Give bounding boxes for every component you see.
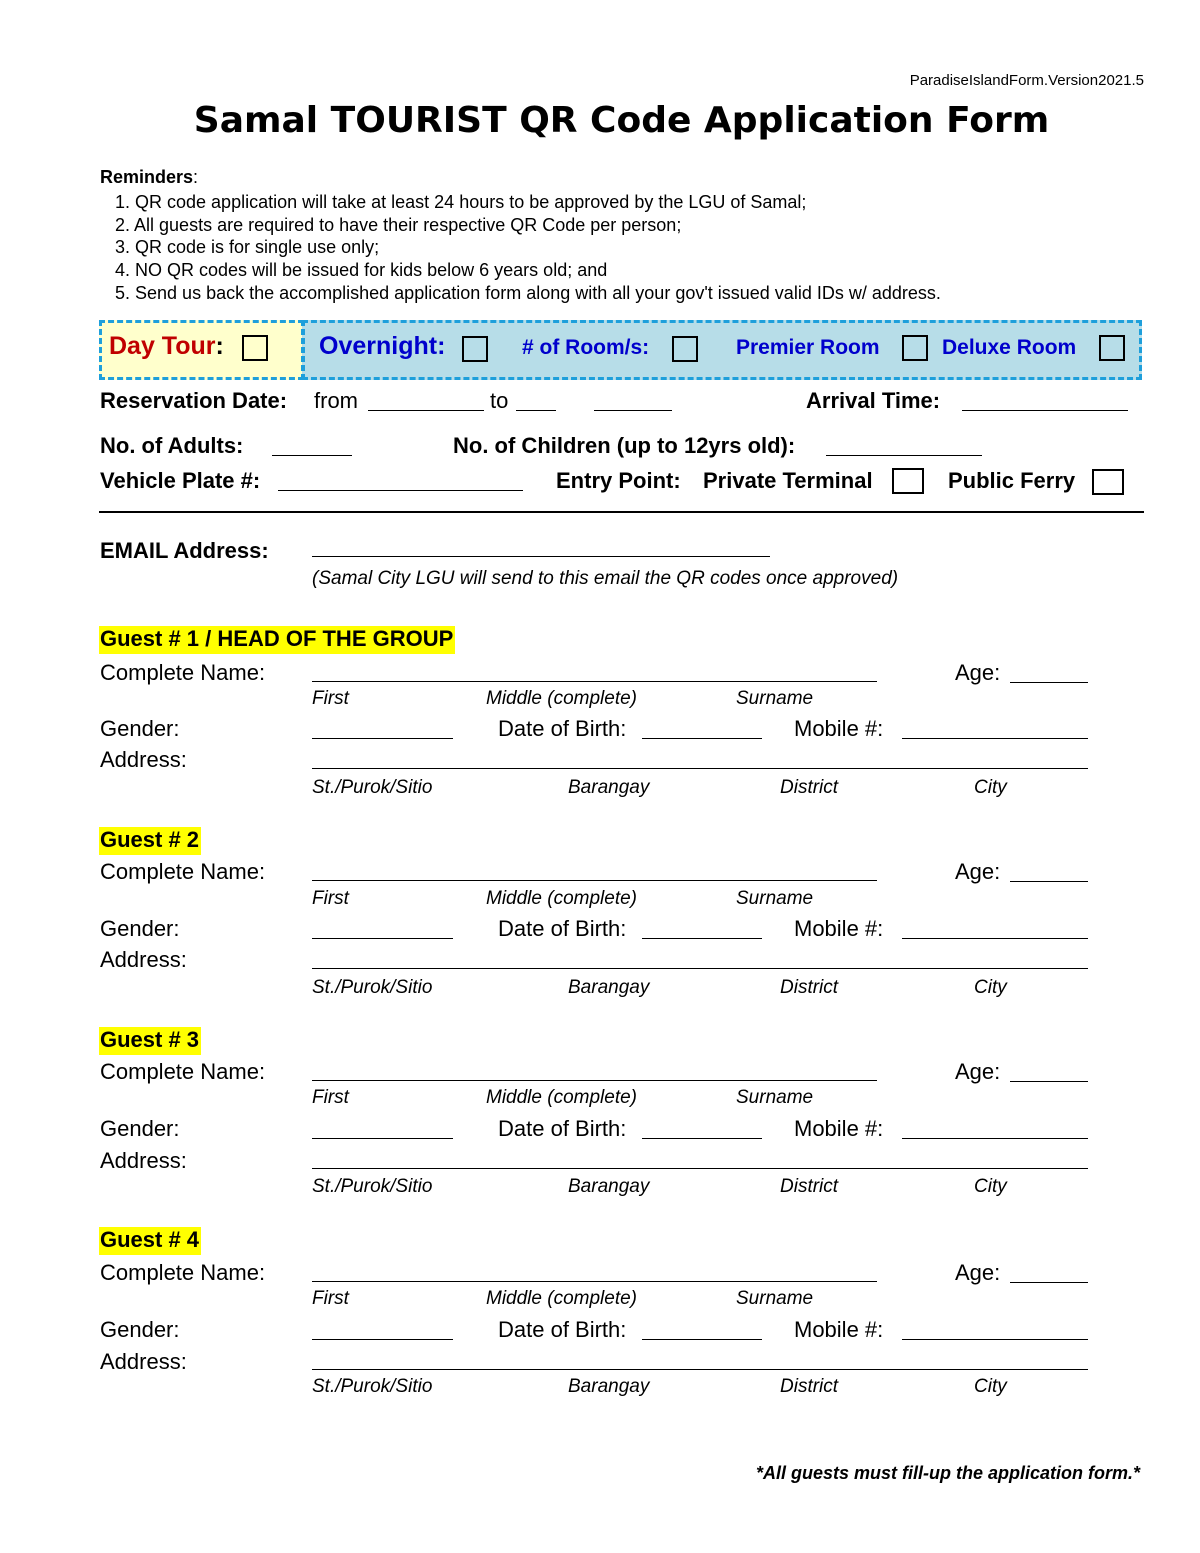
gender-label: Gender: bbox=[100, 716, 180, 741]
surname-caption: Surname bbox=[736, 1087, 814, 1108]
reminder-item: 1. QR code application will take at least 24 hours to be approved by the LGU of Samal; bbox=[115, 192, 807, 212]
middle-caption: Middle (complete) bbox=[486, 888, 637, 909]
city-caption: City bbox=[974, 977, 1007, 998]
overnight-label: Overnight: bbox=[319, 332, 446, 360]
deluxe-room-checkbox[interactable] bbox=[1099, 335, 1125, 361]
reminders-title: Reminders bbox=[100, 167, 194, 187]
middle-caption: Middle (complete) bbox=[486, 688, 637, 709]
children-field[interactable] bbox=[826, 455, 982, 456]
dob-label: Date of Birth: bbox=[498, 1116, 627, 1141]
reminder-item: 3. QR code is for single use only; bbox=[115, 237, 380, 257]
barangay-caption: Barangay bbox=[568, 977, 650, 998]
version-label: ParadiseIslandForm.Version2021.5 bbox=[909, 72, 1144, 89]
guest-heading: Guest # 3 bbox=[99, 1027, 201, 1055]
gender-field[interactable] bbox=[312, 738, 453, 739]
first-caption: First bbox=[312, 1288, 349, 1309]
email-field[interactable] bbox=[312, 556, 770, 557]
surname-caption: Surname bbox=[736, 688, 814, 709]
reminder-item: 4. NO QR codes will be issued for kids below 6 years old; and bbox=[115, 260, 608, 280]
entry-point-label: Entry Point: bbox=[556, 468, 681, 493]
address-field[interactable] bbox=[312, 968, 1088, 969]
complete-name-label: Complete Name: bbox=[100, 660, 266, 685]
age-field[interactable] bbox=[1010, 1282, 1088, 1283]
gender-label: Gender: bbox=[100, 916, 180, 941]
complete-name-label: Complete Name: bbox=[100, 859, 266, 884]
surname-caption: Surname bbox=[736, 888, 814, 909]
street-caption: St./Purok/Sitio bbox=[312, 1376, 433, 1397]
rooms-label: # of Room/s: bbox=[522, 336, 650, 359]
vehicle-plate-field[interactable] bbox=[278, 490, 523, 491]
first-caption: First bbox=[312, 888, 349, 909]
address-field[interactable] bbox=[312, 1168, 1088, 1169]
dob-field[interactable] bbox=[642, 1339, 762, 1340]
adults-label: No. of Adults: bbox=[100, 433, 244, 458]
day-tour-checkbox[interactable] bbox=[242, 335, 268, 361]
complete-name-field[interactable] bbox=[312, 1281, 877, 1282]
from-label: from bbox=[314, 388, 358, 413]
reminder-text: Send us back the accomplished application form along with all your gov't issued valid IDs w/ address. bbox=[135, 283, 941, 303]
arrival-time-field[interactable] bbox=[962, 410, 1128, 411]
complete-name-field[interactable] bbox=[312, 681, 877, 682]
reminder-text: QR code application will take at least 24 hours to be approved by the LGU of Samal; bbox=[135, 192, 807, 212]
public-ferry-label: Public Ferry bbox=[948, 468, 1076, 493]
dob-field[interactable] bbox=[642, 738, 762, 739]
district-caption: District bbox=[780, 1376, 839, 1397]
gender-label: Gender: bbox=[100, 1116, 180, 1141]
district-caption: District bbox=[780, 1176, 839, 1197]
age-label: Age: bbox=[955, 660, 1001, 685]
mobile-label: Mobile #: bbox=[794, 716, 884, 741]
city-caption: City bbox=[974, 1176, 1007, 1197]
premier-room-checkbox[interactable] bbox=[902, 335, 928, 361]
to-date-field-extra[interactable] bbox=[594, 410, 672, 411]
footer-note: *All guests must fill-up the application form.* bbox=[755, 1463, 1140, 1483]
first-caption: First bbox=[312, 688, 349, 709]
reminder-text: QR code is for single use only; bbox=[135, 237, 380, 257]
mobile-label: Mobile #: bbox=[794, 1317, 884, 1342]
street-caption: St./Purok/Sitio bbox=[312, 977, 433, 998]
dob-label: Date of Birth: bbox=[498, 716, 627, 741]
age-field[interactable] bbox=[1010, 881, 1088, 882]
dob-field[interactable] bbox=[642, 938, 762, 939]
reservation-date-label: Reservation Date: bbox=[100, 388, 288, 413]
deluxe-room-label: Deluxe Room bbox=[942, 336, 1077, 359]
mobile-field[interactable] bbox=[902, 738, 1088, 739]
guest-heading: Guest # 2 bbox=[99, 827, 201, 855]
barangay-caption: Barangay bbox=[568, 1376, 650, 1397]
age-field[interactable] bbox=[1010, 682, 1088, 683]
section-divider bbox=[99, 511, 1144, 513]
rooms-checkbox[interactable] bbox=[672, 336, 698, 362]
adults-field[interactable] bbox=[272, 455, 352, 456]
gender-field[interactable] bbox=[312, 1339, 453, 1340]
reminder-text: NO QR codes will be issued for kids below 6 years old; and bbox=[135, 260, 608, 280]
vehicle-plate-label: Vehicle Plate #: bbox=[100, 468, 261, 493]
address-field[interactable] bbox=[312, 1369, 1088, 1370]
age-label: Age: bbox=[955, 1059, 1001, 1084]
barangay-caption: Barangay bbox=[568, 777, 650, 798]
age-field[interactable] bbox=[1010, 1081, 1088, 1082]
mobile-label: Mobile #: bbox=[794, 1116, 884, 1141]
dob-label: Date of Birth: bbox=[498, 916, 627, 941]
complete-name-field[interactable] bbox=[312, 1080, 877, 1081]
reminder-item: 5. Send us back the accomplished application form along with all your gov't issued valid IDs w/ address. bbox=[115, 283, 941, 303]
district-caption: District bbox=[780, 777, 839, 798]
gender-field[interactable] bbox=[312, 938, 453, 939]
middle-caption: Middle (complete) bbox=[486, 1288, 637, 1309]
complete-name-label: Complete Name: bbox=[100, 1059, 266, 1084]
private-terminal-checkbox[interactable] bbox=[892, 468, 924, 494]
premier-room-label: Premier Room bbox=[736, 336, 880, 359]
arrival-time-label: Arrival Time: bbox=[806, 388, 941, 413]
dob-field[interactable] bbox=[642, 1138, 762, 1139]
private-terminal-label: Private Terminal bbox=[703, 468, 873, 493]
overnight-checkbox[interactable] bbox=[462, 336, 488, 362]
surname-caption: Surname bbox=[736, 1288, 814, 1309]
age-label: Age: bbox=[955, 859, 1001, 884]
day-tour-label: Day Tour: bbox=[109, 332, 224, 360]
mobile-field[interactable] bbox=[902, 938, 1088, 939]
complete-name-label: Complete Name: bbox=[100, 1260, 266, 1285]
mobile-field[interactable] bbox=[902, 1339, 1088, 1340]
to-date-field[interactable] bbox=[516, 410, 556, 411]
page-title: Samal TOURIST QR Code Application Form bbox=[193, 100, 1050, 141]
age-label: Age: bbox=[955, 1260, 1001, 1285]
address-field[interactable] bbox=[312, 768, 1088, 769]
to-label: to bbox=[490, 388, 509, 413]
from-date-field[interactable] bbox=[368, 410, 484, 411]
street-caption: St./Purok/Sitio bbox=[312, 777, 433, 798]
city-caption: City bbox=[974, 1376, 1007, 1397]
address-label: Address: bbox=[100, 747, 187, 772]
guest-heading: Guest # 4 bbox=[99, 1227, 201, 1255]
barangay-caption: Barangay bbox=[568, 1176, 650, 1197]
children-label: No. of Children (up to 12yrs old): bbox=[453, 433, 796, 458]
first-caption: First bbox=[312, 1087, 349, 1108]
dob-label: Date of Birth: bbox=[498, 1317, 627, 1342]
middle-caption: Middle (complete) bbox=[486, 1087, 637, 1108]
street-caption: St./Purok/Sitio bbox=[312, 1176, 433, 1197]
mobile-label: Mobile #: bbox=[794, 916, 884, 941]
public-ferry-checkbox[interactable] bbox=[1092, 469, 1124, 495]
district-caption: District bbox=[780, 977, 839, 998]
mobile-field[interactable] bbox=[902, 1138, 1088, 1139]
gender-label: Gender: bbox=[100, 1317, 180, 1342]
complete-name-field[interactable] bbox=[312, 880, 877, 881]
city-caption: City bbox=[974, 777, 1007, 798]
reminder-text: All guests are required to have their respective QR Code per person; bbox=[134, 215, 682, 235]
email-note: (Samal City LGU will send to this email the QR codes once approved) bbox=[312, 568, 899, 589]
reminders-heading: Reminders: bbox=[100, 167, 199, 187]
reminder-item: 2. All guests are required to have their respective QR Code per person; bbox=[115, 215, 682, 235]
address-label: Address: bbox=[100, 947, 187, 972]
address-label: Address: bbox=[100, 1349, 187, 1374]
address-label: Address: bbox=[100, 1148, 187, 1173]
gender-field[interactable] bbox=[312, 1138, 453, 1139]
guest-heading: Guest # 1 / HEAD OF THE GROUP bbox=[99, 626, 455, 654]
email-label: EMAIL Address: bbox=[100, 538, 269, 563]
